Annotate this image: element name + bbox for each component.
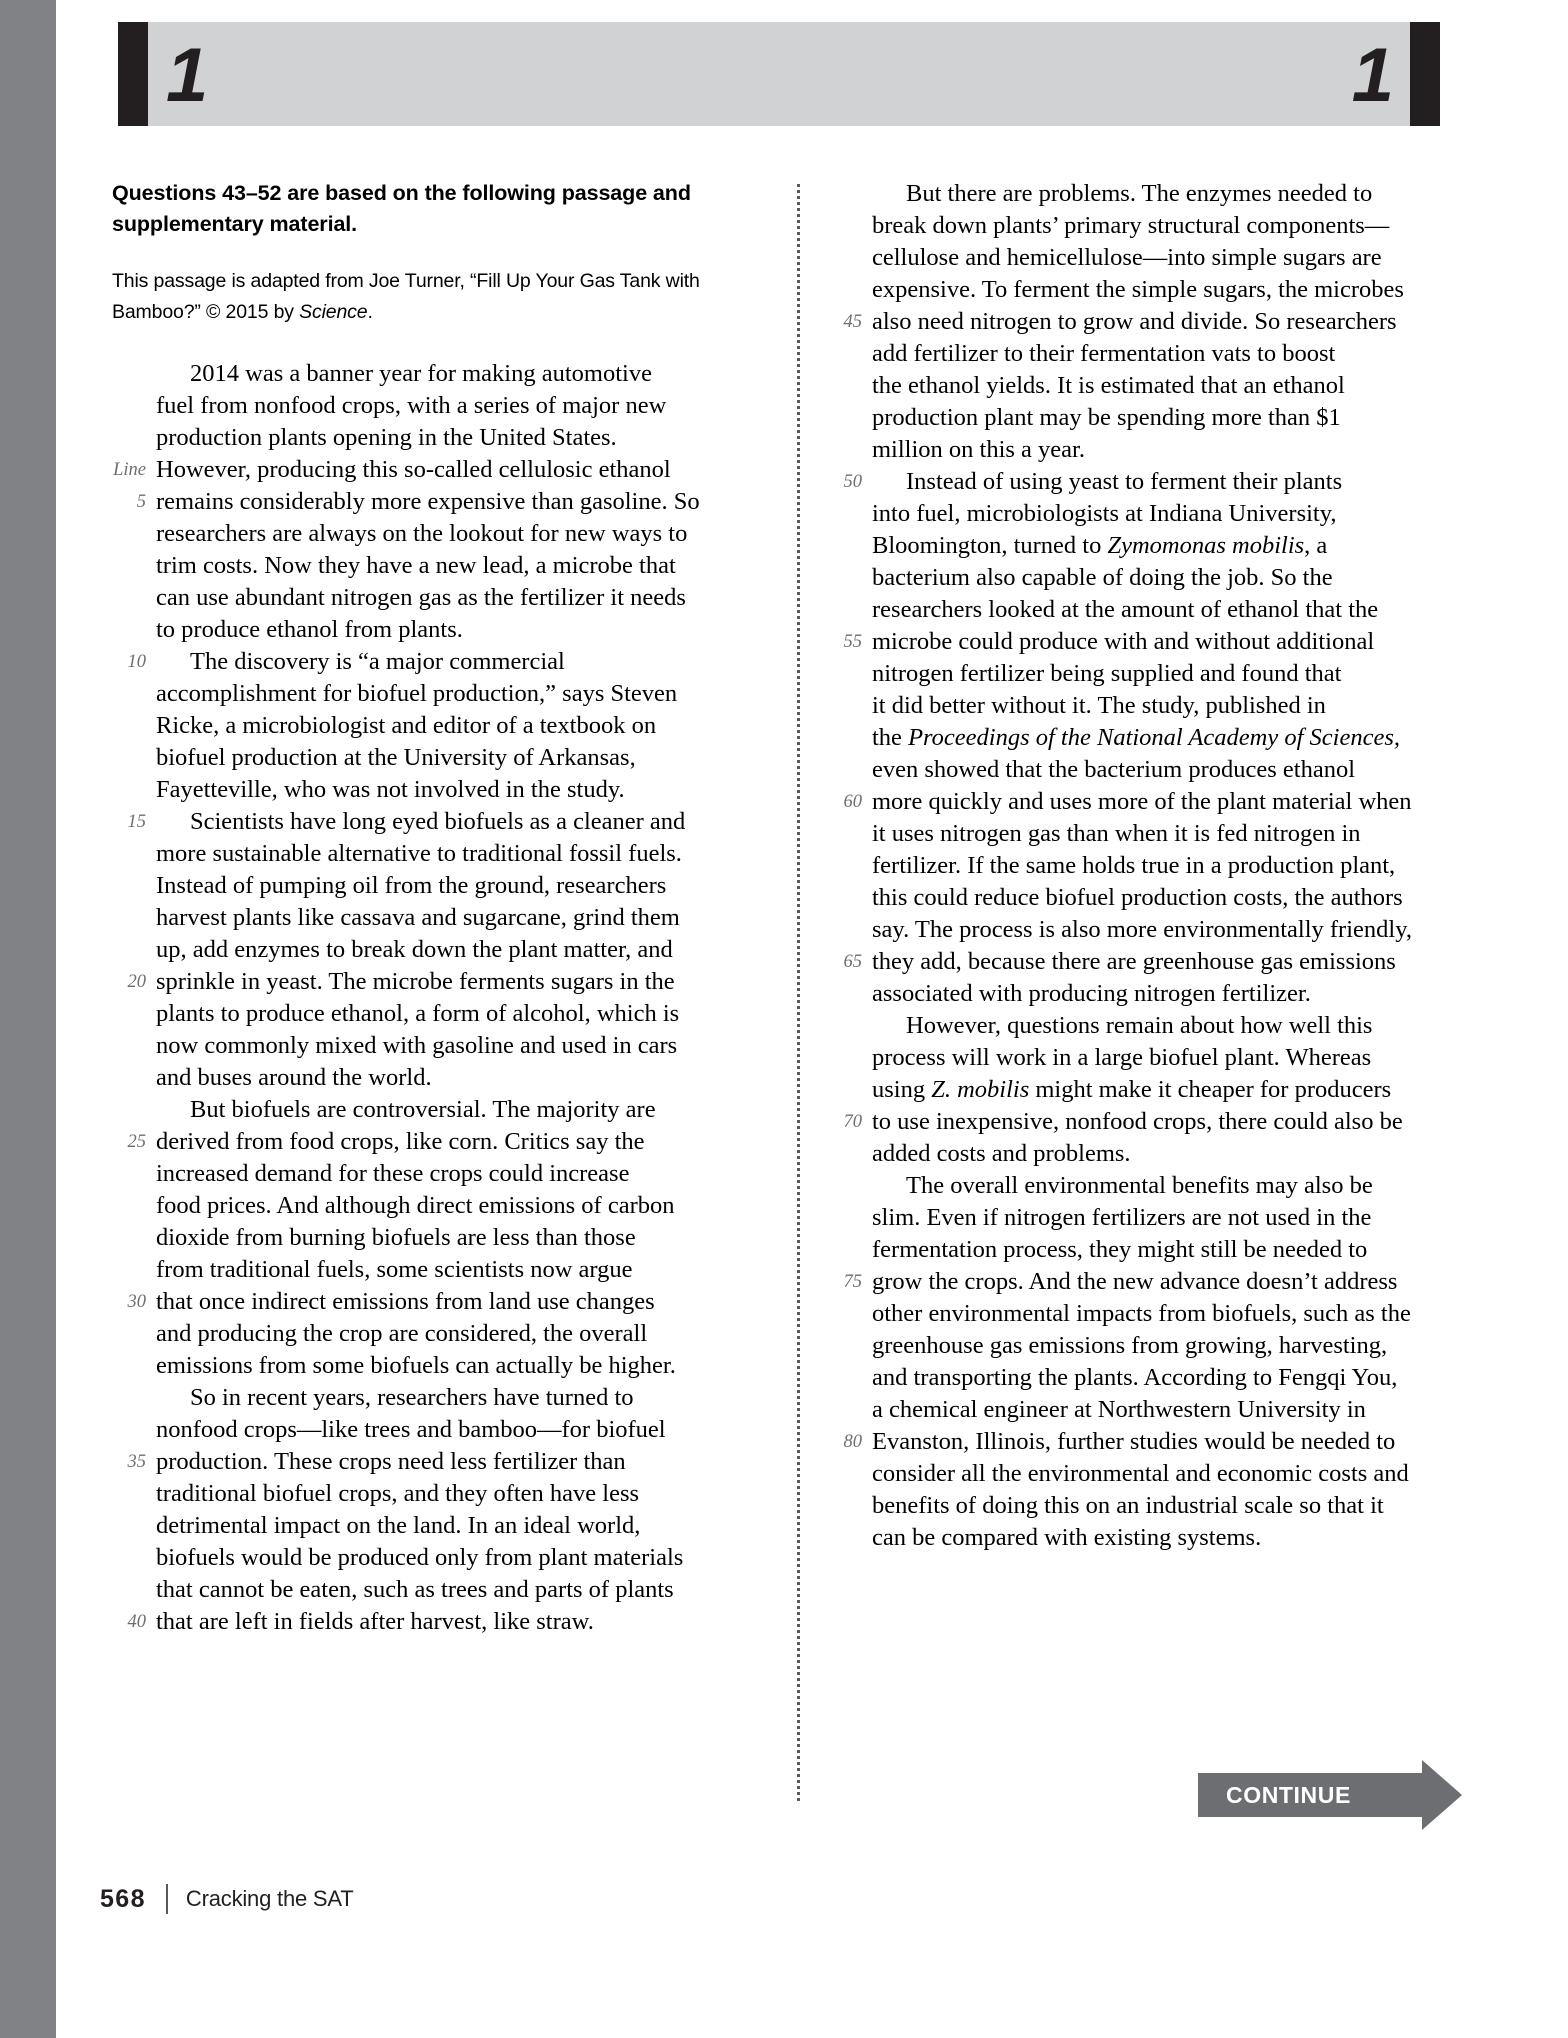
passage-line <box>828 434 1448 466</box>
attribution-text-after: . <box>367 301 373 323</box>
passage-line-text: can be compared with existing systems. <box>872 1524 1262 1551</box>
passage-line <box>112 1510 732 1542</box>
passage-line-text: increased demand for these crops could increase <box>156 1160 630 1187</box>
passage-line <box>112 646 732 678</box>
passage-line <box>828 1490 1448 1522</box>
passage-line <box>828 466 1448 498</box>
passage-line <box>112 742 732 774</box>
passage-line <box>828 1426 1448 1458</box>
passage-line-text: they add, because there are greenhouse gas emissions <box>872 948 1396 975</box>
passage-line-text: that once indirect emissions from land use changes <box>156 1288 655 1315</box>
passage-line-text: traditional biofuel crops, and they often have less <box>156 1480 640 1507</box>
passage-line-text: sprinkle in yeast. The microbe ferments sugars in the <box>156 968 675 995</box>
passage-line <box>112 1382 732 1414</box>
passage-line <box>828 1330 1448 1362</box>
passage-line-text: grow the crops. And the new advance doesn’t address <box>872 1268 1398 1295</box>
line-number: 45 <box>843 312 862 332</box>
column-divider <box>797 184 800 1801</box>
passage-line-text: into fuel, microbiologists at Indiana University, <box>872 500 1337 527</box>
passage-line-text: say. The process is also more environmentally friendly, <box>872 916 1412 943</box>
passage-line-text: greenhouse gas emissions from growing, harvesting, <box>872 1332 1388 1359</box>
header-gray-band <box>146 22 1412 126</box>
passage-line-text: trim costs. Now they have a new lead, a microbe that <box>156 552 676 579</box>
passage-line-text: bacterium also capable of doing the job. So the <box>872 564 1333 591</box>
passage-line <box>828 1042 1448 1074</box>
passage-line <box>112 1478 732 1510</box>
passage-line-text: harvest plants like cassava and sugarcane, grind them <box>156 904 680 931</box>
passage-line <box>112 1190 732 1222</box>
italic-term: Z. mobilis <box>931 1076 1030 1103</box>
passage-line-text: Bloomington, turned to Zymomonas mobilis, a <box>872 532 1328 559</box>
passage-line-text: Fayetteville, who was not involved in the study. <box>156 776 625 803</box>
passage-line-text: to produce ethanol from plants. <box>156 616 463 643</box>
passage-line <box>828 1202 1448 1234</box>
passage-line-text: biofuel production at the University of Arkansas, <box>156 744 636 771</box>
passage-line <box>828 530 1448 562</box>
passage-line <box>828 1266 1448 1298</box>
line-number: 75 <box>843 1272 862 1292</box>
questions-heading: Questions 43–52 are based on the following passage and supplementary material. <box>112 181 691 236</box>
passage-line-text: more quickly and uses more of the plant material when <box>872 788 1412 815</box>
passage-line <box>112 998 732 1030</box>
page-footer <box>100 1884 354 1914</box>
passage-line <box>828 274 1448 306</box>
line-number: 70 <box>843 1112 862 1132</box>
passage-line-text: associated with producing nitrogen fertilizer. <box>872 980 1311 1007</box>
passage-line <box>112 1542 732 1574</box>
passage-line <box>112 1574 732 1606</box>
passage-line <box>828 1362 1448 1394</box>
passage-line <box>828 722 1448 754</box>
passage-line-text: Scientists have long eyed biofuels as a cleaner and <box>190 808 686 835</box>
passage-line-text: But there are problems. The enzymes needed to <box>906 180 1373 207</box>
passage-line <box>828 178 1448 210</box>
passage-line-text: now commonly mixed with gasoline and used in cars <box>156 1032 678 1059</box>
continue-label: CONTINUE <box>1226 1781 1351 1808</box>
passage-line <box>112 966 732 998</box>
line-number-label: Line <box>113 460 146 480</box>
passage-line <box>112 1350 732 1382</box>
line-number: 15 <box>127 812 146 832</box>
passage-line <box>828 818 1448 850</box>
passage-line <box>828 850 1448 882</box>
passage-line <box>828 1234 1448 1266</box>
passage-line-text: Instead of using yeast to ferment their plants <box>906 468 1343 495</box>
passage-attribution <box>112 266 732 328</box>
passage-line <box>828 1394 1448 1426</box>
passage-line <box>112 1094 732 1126</box>
passage-line-text: consider all the environmental and economic costs and <box>872 1460 1409 1487</box>
passage-line <box>828 1010 1448 1042</box>
passage-line-text: it uses nitrogen gas than when it is fed nitrogen in <box>872 820 1361 847</box>
passage-line-text: dioxide from burning biofuels are less than those <box>156 1224 636 1251</box>
passage-line <box>112 390 732 422</box>
header-right-cap <box>1410 22 1440 126</box>
line-number: 50 <box>843 472 862 492</box>
passage-line <box>112 1062 732 1094</box>
passage-line <box>828 1074 1448 1106</box>
passage-line-text: detrimental impact on the land. In an ideal world, <box>156 1512 641 1539</box>
passage-line-text: remains considerably more expensive than gasoline. So <box>156 488 700 515</box>
passage-line <box>112 806 732 838</box>
passage-line <box>112 422 732 454</box>
passage-line <box>112 1030 732 1062</box>
passage-line <box>112 614 732 646</box>
passage-line-text: benefits of doing this on an industrial scale so that it <box>872 1492 1384 1519</box>
passage-line-text: million on this a year. <box>872 436 1085 463</box>
passage-line-text: food prices. And although direct emissions of carbon <box>156 1192 675 1219</box>
passage-line <box>828 754 1448 786</box>
passage-line <box>112 838 732 870</box>
passage-line <box>828 1106 1448 1138</box>
passage-line <box>828 498 1448 530</box>
passage-line-text: can use abundant nitrogen gas as the fertilizer it needs <box>156 584 686 611</box>
footer-divider <box>166 1884 168 1914</box>
line-number: 80 <box>843 1432 862 1452</box>
line-number: 65 <box>843 952 862 972</box>
passage-line <box>828 402 1448 434</box>
line-number: 30 <box>127 1292 146 1312</box>
passage-line-text: expensive. To ferment the simple sugars, the microbes <box>872 276 1404 303</box>
passage-line-text: and producing the crop are considered, the overall <box>156 1320 648 1347</box>
passage-line-text: up, add enzymes to break down the plant matter, and <box>156 936 673 963</box>
passage-line <box>828 562 1448 594</box>
section-number-left: 1 <box>166 33 207 118</box>
passage-line-text: 2014 was a banner year for making automotive <box>190 360 652 387</box>
passage-line <box>828 1298 1448 1330</box>
passage-line <box>828 690 1448 722</box>
passage-line-text: and buses around the world. <box>156 1064 432 1091</box>
line-number: 5 <box>136 492 146 512</box>
passage-column-left <box>112 178 732 1638</box>
passage-line <box>828 626 1448 658</box>
passage-line-text: nonfood crops—like trees and bamboo—for biofuel <box>156 1416 666 1443</box>
line-number: 55 <box>843 632 862 652</box>
passage-line <box>828 1522 1448 1554</box>
footer-page-number: 568 <box>100 1884 146 1913</box>
section-number-right: 1 <box>1351 33 1392 118</box>
passage-line-text: However, producing this so-called cellulosic ethanol <box>156 456 671 483</box>
passage-line <box>112 1606 732 1638</box>
passage-line <box>828 210 1448 242</box>
passage-line <box>112 774 732 806</box>
passage-column-right <box>828 178 1448 1554</box>
passage-line <box>828 978 1448 1010</box>
line-number: 60 <box>843 792 862 812</box>
passage-line <box>828 1138 1448 1170</box>
passage-line-text: The discovery is “a major commercial <box>190 648 565 675</box>
passage-line-text: accomplishment for biofuel production,” says Steven <box>156 680 678 707</box>
passage-line <box>112 902 732 934</box>
italic-term: Zymomonas mobilis <box>1107 532 1305 559</box>
passage-line <box>112 710 732 742</box>
footer-book-title: Cracking the SAT <box>185 1886 354 1911</box>
passage-line-text: added costs and problems. <box>872 1140 1131 1167</box>
passage-line-text: The overall environmental benefits may also be <box>906 1172 1373 1199</box>
passage-line <box>112 454 732 486</box>
italic-term: Proceedings of the National Academy of Sciences, <box>908 724 1400 751</box>
passage-line <box>112 1286 732 1318</box>
passage-line-text: production plants opening in the United States. <box>156 424 617 451</box>
line-number: 40 <box>127 1612 146 1632</box>
passage-line-text: Ricke, a microbiologist and editor of a textbook on <box>156 712 657 739</box>
passage-line <box>828 882 1448 914</box>
passage-line <box>828 306 1448 338</box>
passage-line <box>112 870 732 902</box>
header-left-cap <box>118 22 148 126</box>
passage-line-text: fermentation process, they might still be needed to <box>872 1236 1368 1263</box>
passage-line-text: derived from food crops, like corn. Critics say the <box>156 1128 645 1155</box>
passage-line-text: that are left in fields after harvest, like straw. <box>156 1608 594 1635</box>
passage-line-text: Instead of pumping oil from the ground, researchers <box>156 872 667 899</box>
line-number: 20 <box>127 972 146 992</box>
passage-lines-left <box>112 358 732 1638</box>
passage-line-text: using Z. mobilis might make it cheaper for producers <box>872 1076 1392 1103</box>
passage-line-text: the ethanol yields. It is estimated that an ethanol <box>872 372 1345 399</box>
section-header-bar <box>118 22 1440 126</box>
passage-line-text: nitrogen fertilizer being supplied and found that <box>872 660 1342 687</box>
passage-line-text: However, questions remain about how well this <box>906 1012 1373 1039</box>
passage-line <box>112 934 732 966</box>
passage-line-text: add fertilizer to their fermentation vats to boost <box>872 340 1336 367</box>
attribution-source-italic: Science <box>299 301 368 323</box>
passage-line-text: emissions from some biofuels can actually be higher. <box>156 1352 676 1379</box>
passage-line <box>828 338 1448 370</box>
passage-line-text: cellulose and hemicellulose—into simple sugars are <box>872 244 1382 271</box>
passage-line <box>112 1222 732 1254</box>
passage-line <box>112 1414 732 1446</box>
passage-line-text: fertilizer. If the same holds true in a production plant, <box>872 852 1396 879</box>
passage-line <box>112 1254 732 1286</box>
passage-line-text: other environmental impacts from biofuels, such as the <box>872 1300 1411 1327</box>
line-number: 10 <box>127 652 146 672</box>
passage-line <box>112 1318 732 1350</box>
passage-line-text: Evanston, Illinois, further studies would be needed to <box>872 1428 1396 1455</box>
passage-line-text: But biofuels are controversial. The majority are <box>190 1096 656 1123</box>
attribution-text-before: This passage is adapted from Joe Turner, “Fill Up Your Gas Tank with Bamboo?” © 2015 by <box>112 270 700 323</box>
passage-line-text: production. These crops need less fertilizer than <box>156 1448 626 1475</box>
passage-line-text: to use inexpensive, nonfood crops, there could also be <box>872 1108 1403 1135</box>
passage-line-text: that cannot be eaten, such as trees and parts of plants <box>156 1576 674 1603</box>
passage-line <box>828 946 1448 978</box>
line-number: 25 <box>127 1132 146 1152</box>
passage-line-text: more sustainable alternative to traditional fossil fuels. <box>156 840 682 867</box>
passage-line <box>112 550 732 582</box>
passage-line <box>112 486 732 518</box>
passage-line <box>112 1446 732 1478</box>
passage-line <box>112 678 732 710</box>
continue-arrow-icon <box>1422 1760 1462 1830</box>
passage-line <box>828 594 1448 626</box>
passage-line-text: a chemical engineer at Northwestern University in <box>872 1396 1366 1423</box>
passage-line-text: the Proceedings of the National Academy of Sciences, <box>872 724 1400 751</box>
passage-line <box>112 1126 732 1158</box>
passage-line <box>828 1170 1448 1202</box>
passage-line-text: even showed that the bacterium produces ethanol <box>872 756 1356 783</box>
continue-badge[interactable] <box>1198 1773 1422 1817</box>
passage-line <box>112 1158 732 1190</box>
passage-line <box>828 1458 1448 1490</box>
passage-line <box>112 518 732 550</box>
passage-line-text: break down plants’ primary structural components— <box>872 212 1390 239</box>
passage-lines-right <box>828 178 1448 1554</box>
passage-line-text: slim. Even if nitrogen fertilizers are not used in the <box>872 1204 1372 1231</box>
passage-line-text: this could reduce biofuel production costs, the authors <box>872 884 1403 911</box>
passage-line <box>112 582 732 614</box>
passage-line <box>828 242 1448 274</box>
passage-line-text: also need nitrogen to grow and divide. So researchers <box>872 308 1397 335</box>
passage-line-text: and transporting the plants. According to Fengqi You, <box>872 1364 1398 1391</box>
passage-line-text: researchers are always on the lookout for new ways to <box>156 520 688 547</box>
passage-line-text: biofuels would be produced only from plant materials <box>156 1544 684 1571</box>
passage-line <box>828 914 1448 946</box>
page-edge-band <box>0 0 56 2038</box>
passage-line-text: researchers looked at the amount of ethanol that the <box>872 596 1379 623</box>
passage-line <box>828 786 1448 818</box>
passage-line-text: fuel from nonfood crops, with a series of major new <box>156 392 667 419</box>
passage-line-text: microbe could produce with and without additional <box>872 628 1375 655</box>
passage-line-text: from traditional fuels, some scientists now argue <box>156 1256 633 1283</box>
passage-line-text: production plant may be spending more than $1 <box>872 404 1341 431</box>
passage-line-text: it did better without it. The study, published in <box>872 692 1326 719</box>
passage-line <box>112 358 732 390</box>
passage-line-text: process will work in a large biofuel plant. Whereas <box>872 1044 1372 1071</box>
passage-line-text: So in recent years, researchers have turned to <box>190 1384 634 1411</box>
line-number: 35 <box>127 1452 146 1472</box>
passage-line-text: plants to produce ethanol, a form of alcohol, which is <box>156 1000 680 1027</box>
passage-line <box>828 370 1448 402</box>
passage-line <box>828 658 1448 690</box>
